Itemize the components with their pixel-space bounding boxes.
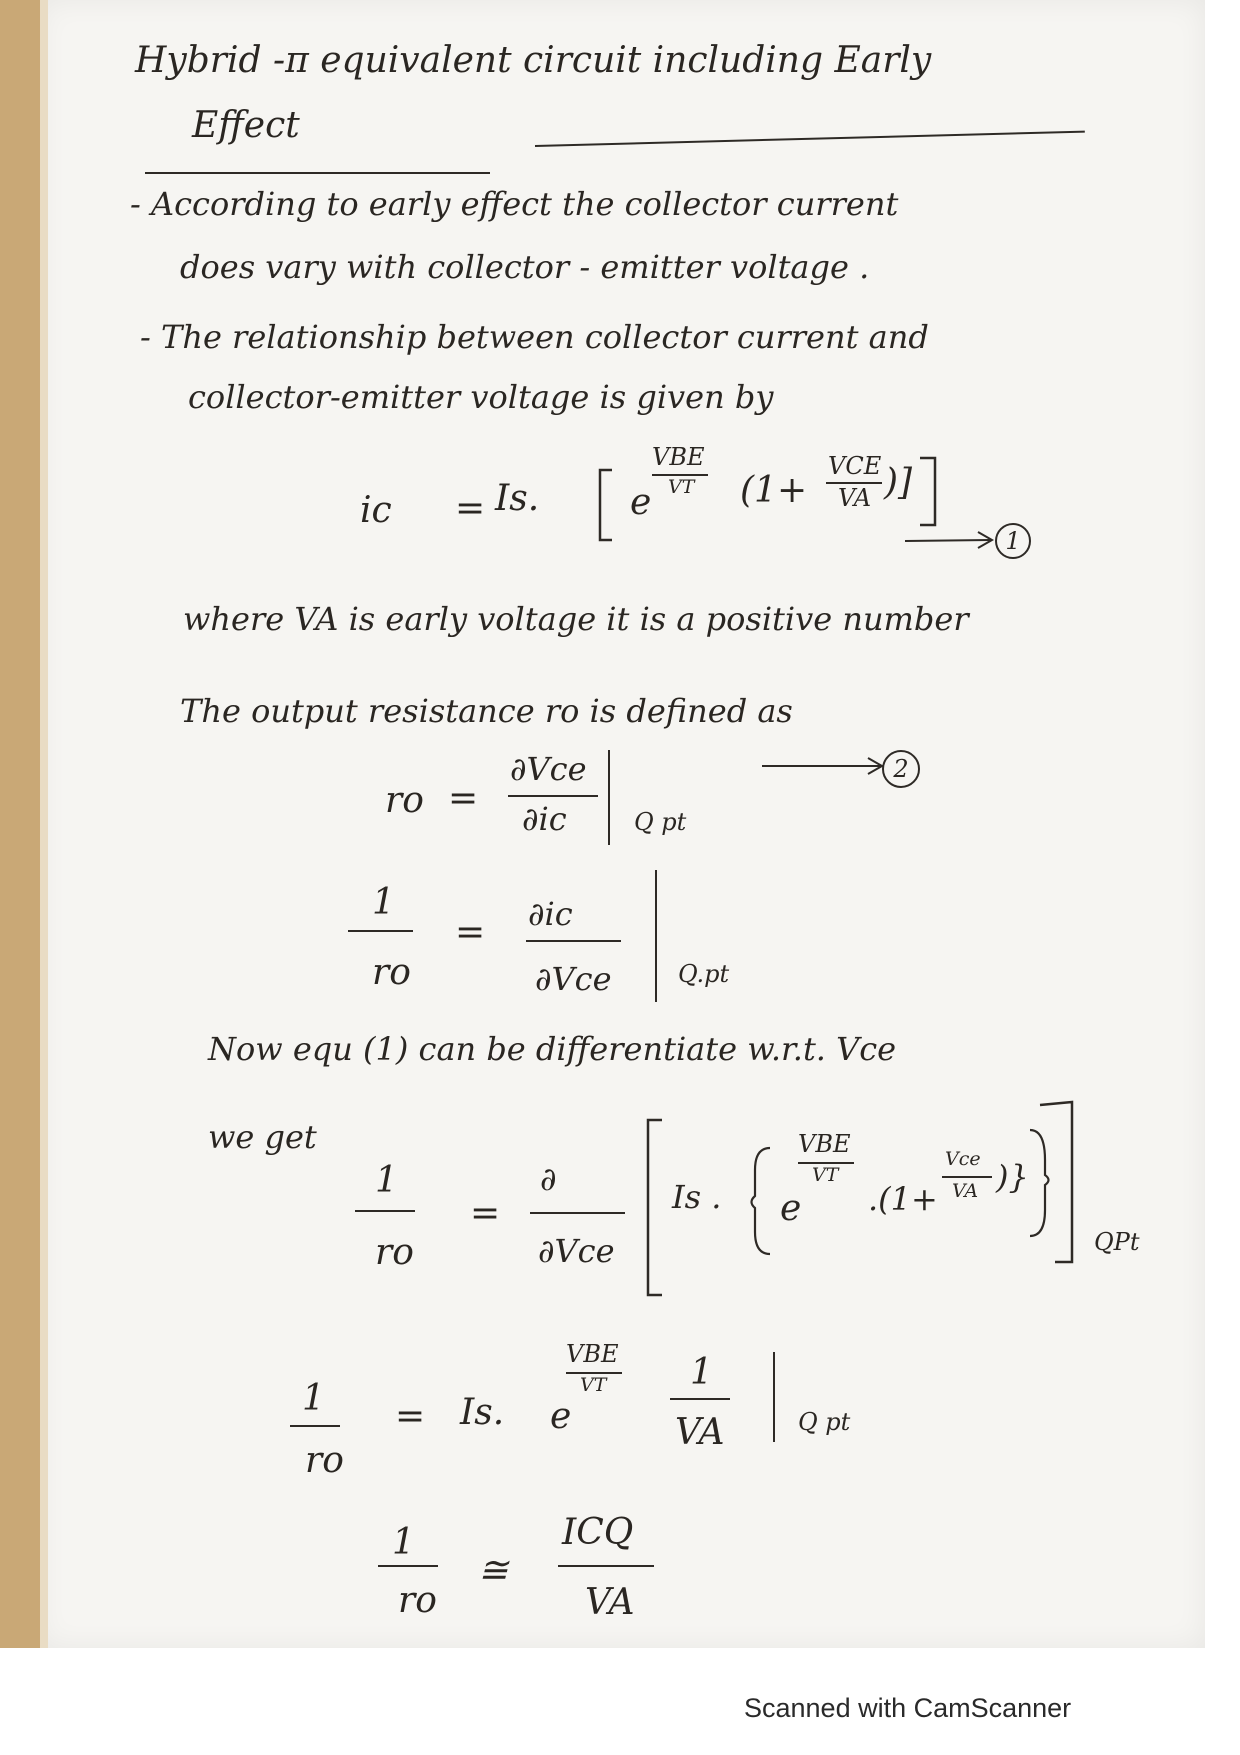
eq5-exp-den: VT [580, 1374, 607, 1396]
eq1-ref-circle: 1 [995, 523, 1031, 559]
eq3-lhs-num: 1 [372, 882, 395, 923]
camscanner-watermark: Scanned with CamScanner [744, 1693, 1072, 1723]
eq5-lhs-den: ro [305, 1440, 344, 1481]
eq5-is: Is. [460, 1392, 505, 1433]
eq4-exp-den: VT [812, 1164, 839, 1186]
eq4-is: Is . [672, 1178, 722, 1216]
now-line: Now equ (1) can be differentiate w.r.t. Vce [208, 1030, 897, 1068]
eq2-num: ∂Vce [510, 750, 587, 788]
eq2-equals: = [448, 778, 479, 819]
eq1-lhs: ic [360, 490, 392, 531]
eq1-exp-num: VBE [652, 443, 705, 471]
eq6-lhs-bar [378, 1565, 438, 1567]
eq3-equals: = [455, 912, 486, 953]
eq2-ref-circle: 2 [882, 750, 920, 788]
eq1-equals: = [455, 488, 486, 529]
eq4-op-den: ∂Vce [538, 1232, 615, 1270]
eq5-evalbar [773, 1352, 775, 1442]
eq3-num: ∂ic [528, 895, 573, 933]
eq2-den: ∂ic [522, 800, 567, 838]
eq6-lhs-den: ro [398, 1580, 437, 1621]
output-line: The output resistance ro is defined as [180, 692, 793, 730]
eq4-frac-bar [942, 1176, 992, 1178]
eq3-lhs-den: ro [372, 952, 411, 993]
eq1-va: VA [838, 484, 872, 512]
we-get: we get [208, 1118, 317, 1156]
eq4-equals: = [470, 1193, 501, 1234]
eq5-equals: = [395, 1396, 426, 1437]
eq4-vce: Vce [945, 1148, 981, 1170]
eq6-approx: ≅ [478, 1550, 509, 1591]
eq4-va: VA [952, 1180, 979, 1202]
eq6-num: ICQ [562, 1512, 634, 1553]
eq5-at: Q pt [798, 1408, 851, 1436]
eq4-paren: .(1+ [868, 1180, 938, 1218]
eq1-paren: (1+ [740, 470, 808, 511]
eq4-lhs-den: ro [375, 1232, 414, 1273]
eq1-e: e [630, 482, 652, 523]
eq3-den: ∂Vce [535, 960, 612, 998]
eq5-e: e [550, 1396, 572, 1437]
eq4-e: e [780, 1188, 802, 1229]
eq5-frac-num: 1 [690, 1352, 713, 1393]
eq4-op-num: ∂ [540, 1160, 557, 1198]
eq4-close: )} [996, 1158, 1029, 1196]
eq5-frac-den: VA [675, 1412, 725, 1453]
eq1-exp-den: VT [668, 476, 695, 498]
bullet1-line2: does vary with collector - emitter voltage . [180, 248, 870, 286]
heading-line1: Hybrid -π equivalent circuit including Early [135, 40, 932, 81]
eq3-at: Q.pt [678, 960, 730, 988]
eq4-at: QPt [1094, 1228, 1140, 1256]
eq5-exp-num: VBE [566, 1340, 619, 1368]
eq5-lhs-bar [290, 1425, 340, 1427]
bullet2-line2: collector-emitter voltage is given by [188, 378, 774, 416]
eq2-lhs: ro [385, 780, 424, 821]
eq4-lhs-num: 1 [375, 1160, 398, 1201]
eq6-frac-bar [558, 1565, 654, 1567]
eq2-at: Q pt [634, 808, 687, 836]
where-line: where VA is early voltage it is a positive number [183, 600, 969, 638]
bullet2-line1: - The relationship between collector current and [140, 318, 929, 356]
eq6-den: VA [585, 1582, 635, 1623]
eq5-lhs-num: 1 [302, 1378, 325, 1419]
eq6-lhs-num: 1 [392, 1522, 415, 1563]
eq1-vce: VCE [828, 452, 882, 480]
bullet1-line1: - According to early effect the collector current [130, 185, 899, 223]
eq1-close: )] [884, 462, 913, 503]
eq1-is: Is. [495, 478, 540, 519]
heading-line2: Effect [192, 105, 300, 146]
eq5-frac-bar [670, 1398, 730, 1400]
eq4-exp-num: VBE [798, 1130, 851, 1158]
